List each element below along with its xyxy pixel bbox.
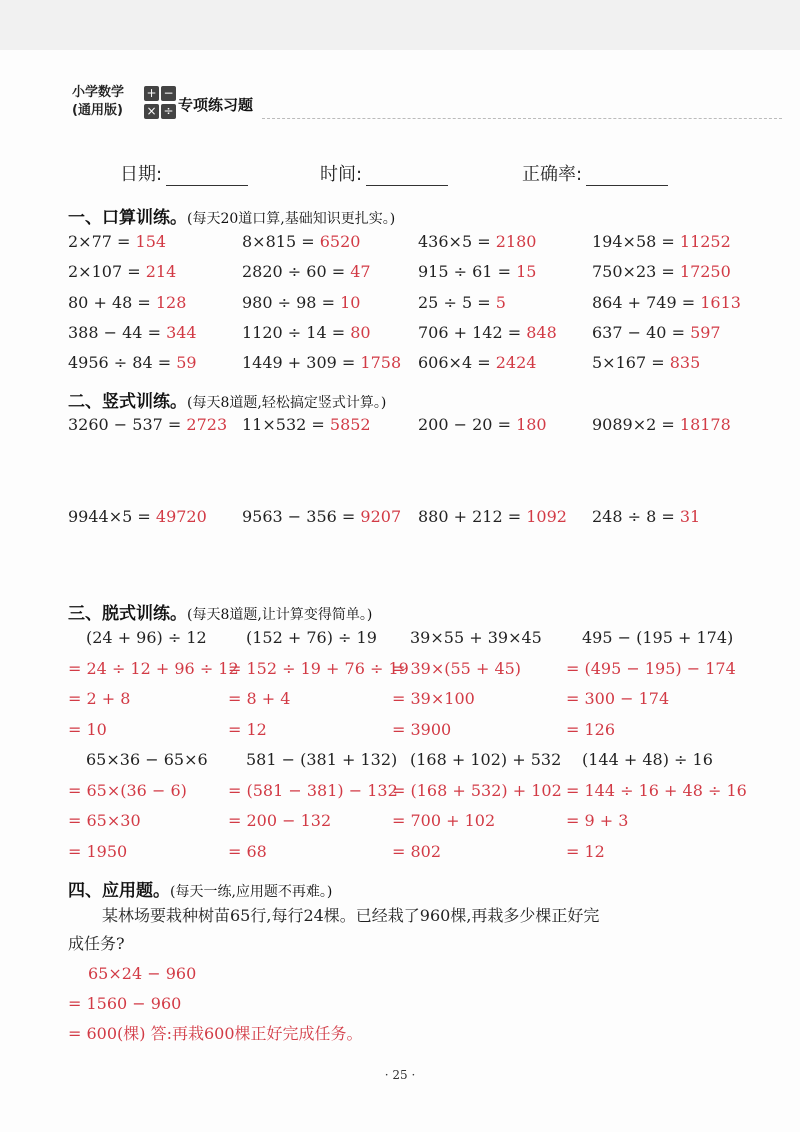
calc-item	[242, 232, 360, 258]
calc-item	[68, 507, 207, 533]
calc-item	[68, 262, 176, 288]
step: = 152 ÷ 19 + 76 ÷ 19	[228, 658, 409, 678]
calc-item	[418, 323, 557, 349]
calc-answer: 344	[166, 323, 197, 342]
section2-title: 二、竖式训练。(每天8道题,轻松搞定竖式计算。)	[68, 392, 387, 412]
calc-question: 25 ÷ 5 =	[418, 293, 496, 312]
calc-item	[592, 293, 741, 319]
calc-answer: 2424	[495, 353, 537, 372]
step: = 12	[228, 719, 267, 739]
calc-question: 5×167 =	[592, 353, 670, 372]
calc-item	[418, 415, 547, 441]
step: = (495 − 195) − 174	[566, 658, 736, 678]
calc-question: 2×107 =	[68, 262, 146, 281]
step: = 68	[228, 841, 267, 861]
expression: 495 − (195 + 174)	[582, 628, 734, 647]
step: = 39×100	[392, 689, 475, 708]
calc-item	[68, 415, 227, 441]
expression: 581 − (381 + 132)	[246, 750, 398, 769]
date-field: 日期:	[120, 160, 248, 186]
calc-question: 706 + 142 =	[418, 323, 527, 342]
calc-answer: 49720	[155, 507, 207, 526]
step: = 1950	[68, 841, 128, 861]
calc-question: 200 − 20 =	[418, 415, 517, 434]
calc-answer: 1613	[700, 293, 741, 312]
calc-question: 2820 ÷ 60 =	[242, 262, 351, 281]
times-icon: ×	[144, 104, 159, 119]
calc-question: 980 ÷ 98 =	[242, 293, 341, 312]
calc-answer: 15	[516, 262, 537, 281]
step: = 65×30	[68, 811, 141, 830]
step: = 12	[566, 841, 605, 861]
page-header	[72, 84, 752, 128]
section4-title: 四、应用题。(每天一练,应用题不再难。)	[68, 881, 333, 901]
calc-question: 637 − 40 =	[592, 323, 691, 342]
calc-question: 4956 ÷ 84 =	[68, 353, 177, 372]
calc-question: 80 + 48 =	[68, 293, 156, 312]
section1-title: 一、口算训练。(每天20道口算,基础知识更扎实。)	[68, 208, 396, 228]
calc-item	[592, 262, 731, 288]
expression: (168 + 102) + 532	[410, 750, 562, 769]
calc-answer: 1758	[360, 353, 402, 372]
calc-item	[592, 415, 731, 441]
calc-question: 606×4 =	[418, 353, 496, 372]
calc-item	[418, 293, 506, 319]
calc-item	[418, 507, 567, 533]
calc-question: 9563 − 356 =	[242, 507, 361, 526]
rate-field: 正确率:	[522, 160, 668, 186]
expression: 65×36 − 65×6	[86, 750, 208, 769]
answer-line2: = 1560 − 960	[68, 994, 182, 1013]
calc-item	[68, 323, 197, 349]
step: = 126	[566, 719, 616, 739]
calc-answer: 128	[155, 293, 187, 312]
step: = 9 + 3	[566, 811, 629, 830]
time-field: 时间:	[320, 160, 448, 186]
expression: 39×55 + 39×45	[410, 628, 542, 647]
minus-icon: −	[161, 86, 176, 101]
calc-answer: 9207	[360, 507, 402, 526]
calc-answer: 31	[679, 507, 701, 526]
question-line2: 成任务?	[68, 934, 125, 953]
calc-question: 915 ÷ 61 =	[418, 262, 517, 281]
calc-question: 9089×2 =	[592, 415, 680, 434]
calc-answer: 180	[516, 415, 547, 434]
calc-item	[242, 323, 371, 349]
calc-answer: 47	[350, 262, 371, 281]
header-divider	[262, 118, 782, 119]
calc-question: 194×58 =	[592, 232, 680, 251]
step: = 300 − 174	[566, 689, 670, 708]
calc-item	[242, 415, 371, 441]
calc-item	[592, 232, 731, 258]
calc-answer: 10	[340, 293, 361, 312]
step: = 200 − 132	[228, 811, 332, 830]
expression: (144 + 48) ÷ 16	[582, 750, 713, 769]
calc-answer: 2180	[495, 232, 537, 251]
calc-answer: 80	[350, 323, 371, 342]
calc-question: 388 − 44 =	[68, 323, 167, 342]
answer-line3: = 600(棵) 答:再栽600棵正好完成任务。	[68, 1024, 363, 1043]
calc-question: 1120 ÷ 14 =	[242, 323, 351, 342]
calc-item	[68, 232, 166, 258]
calc-question: 880 + 212 =	[418, 507, 527, 526]
calc-question: 3260 − 537 =	[68, 415, 187, 434]
step: = 39×(55 + 45)	[392, 658, 522, 678]
calc-item	[418, 353, 536, 379]
calc-item	[592, 353, 700, 379]
step: = 700 + 102	[392, 811, 496, 830]
calc-item	[242, 262, 371, 288]
calc-question: 436×5 =	[418, 232, 496, 251]
step: = 3900	[392, 719, 452, 739]
calc-question: 248 ÷ 8 =	[592, 507, 680, 526]
calc-answer: 848	[526, 323, 557, 342]
step: = 802	[392, 841, 442, 861]
calc-question: 750×23 =	[592, 262, 680, 281]
operator-icons	[144, 86, 178, 122]
calc-item	[418, 262, 536, 288]
step: = 2 + 8	[68, 689, 131, 708]
step: = 10	[68, 719, 107, 739]
step: = 8 + 4	[228, 689, 291, 708]
page-number: · 25 ·	[384, 1068, 416, 1082]
step: = 24 ÷ 12 + 96 ÷ 12	[68, 658, 239, 678]
brand	[72, 84, 124, 120]
calc-answer: 5	[495, 293, 506, 312]
calc-answer: 59	[176, 353, 197, 372]
calc-item	[418, 232, 536, 258]
brand-line1: 小学数学	[72, 85, 125, 100]
brand-line2: (通用版)	[72, 103, 123, 118]
step: = 65×(36 − 6)	[68, 780, 187, 800]
plus-icon: +	[144, 86, 159, 101]
header-title: 专项练习题	[178, 96, 254, 114]
calc-item	[242, 507, 401, 533]
calc-answer: 5852	[329, 415, 371, 434]
calc-answer: 18178	[679, 415, 731, 434]
calc-question: 9944×5 =	[68, 507, 156, 526]
calc-item	[242, 293, 360, 319]
section3-title: 三、脱式训练。(每天8道题,让计算变得简单。)	[68, 604, 373, 624]
expression: (152 + 76) ÷ 19	[246, 628, 377, 647]
calc-question: 2×77 =	[68, 232, 136, 251]
calc-item	[68, 353, 197, 379]
calc-question: 11×532 =	[242, 415, 330, 434]
step: = (168 + 532) + 102	[392, 780, 562, 800]
calc-question: 864 + 749 =	[592, 293, 701, 312]
calc-question: 8×815 =	[242, 232, 320, 251]
calc-item	[68, 293, 186, 319]
calc-answer: 154	[135, 232, 167, 251]
step: = 144 ÷ 16 + 48 ÷ 16	[566, 780, 747, 800]
calc-answer: 2723	[186, 415, 228, 434]
calc-answer: 214	[145, 262, 177, 281]
question-line1: 某林场要栽种树苗65行,每行24棵。已经栽了960棵,再栽多少棵正好完	[102, 906, 600, 925]
calc-answer: 835	[669, 353, 701, 372]
calc-answer: 11252	[679, 232, 731, 251]
calc-answer: 17250	[679, 262, 731, 281]
calc-item	[592, 323, 721, 349]
top-band	[0, 0, 800, 50]
divide-icon: ÷	[161, 104, 176, 119]
calc-question: 1449 + 309 =	[242, 353, 361, 372]
calc-item	[242, 353, 401, 379]
calc-item	[592, 507, 700, 533]
expression: (24 + 96) ÷ 12	[86, 628, 207, 647]
answer-line1: 65×24 − 960	[88, 964, 197, 983]
calc-answer: 597	[690, 323, 721, 342]
calc-answer: 6520	[319, 232, 361, 251]
step: = (581 − 381) − 132	[228, 780, 398, 800]
calc-answer: 1092	[526, 507, 567, 526]
